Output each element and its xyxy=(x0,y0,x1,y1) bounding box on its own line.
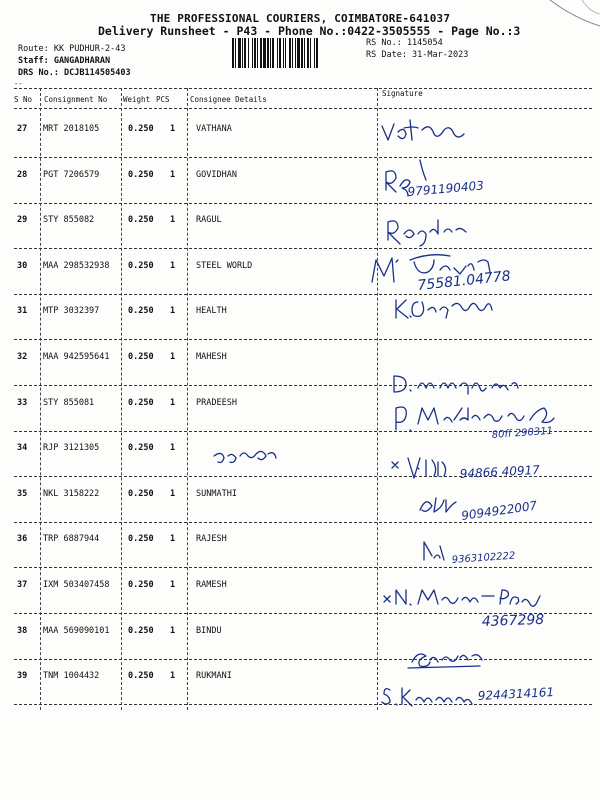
row-separator xyxy=(14,522,592,523)
cell-weight: 0.250 xyxy=(128,580,154,590)
runsheet-title: Delivery Runsheet - P43 - Phone No.:0422-3505555 - Page No.:3 xyxy=(98,24,521,38)
row-separator xyxy=(14,385,592,386)
cell-sno: 31 xyxy=(17,306,28,316)
cell-consignment: PGT 7206579 xyxy=(43,170,100,180)
cell-sno: 30 xyxy=(17,261,28,271)
cell-pcs: 1 xyxy=(170,398,176,408)
cell-pcs: 1 xyxy=(170,215,176,225)
cell-consignment: STY 855081 xyxy=(43,398,95,408)
cell-weight: 0.250 xyxy=(128,261,154,271)
table-header-rule xyxy=(14,108,592,109)
signature-row-29 xyxy=(388,220,466,246)
signature-row-31 xyxy=(396,300,492,318)
cell-weight: 0.250 xyxy=(128,671,154,681)
col-divider-pcs xyxy=(187,88,188,710)
handwritten-phone-row-33: 80ff 290311 xyxy=(491,425,554,441)
cell-consignee: MAHESH xyxy=(196,352,227,362)
cell-pcs: 1 xyxy=(170,626,176,636)
signature-row-28 xyxy=(386,160,426,196)
cell-consignment: TNM 1004432 xyxy=(43,671,100,681)
cell-consignee: PRADEESH xyxy=(196,398,237,408)
cell-consignee: SUNMATHI xyxy=(196,489,237,499)
row-separator xyxy=(14,476,592,477)
cell-weight: 0.250 xyxy=(128,443,154,453)
cell-consignment: IXM 503407458 xyxy=(43,580,110,590)
row-separator xyxy=(14,613,592,614)
row-separator xyxy=(14,294,592,295)
col-header-sno: S No xyxy=(14,95,33,104)
cell-weight: 0.250 xyxy=(128,626,154,636)
row-separator xyxy=(14,248,592,249)
cell-sno: 35 xyxy=(17,489,28,499)
cell-consignment: TRP 6887944 xyxy=(43,534,100,544)
cell-consignee: RAMESH xyxy=(196,580,227,590)
route-label: Route: KK PUDHUR-2-43 xyxy=(18,44,126,54)
cell-sno: 34 xyxy=(17,443,28,453)
row-separator xyxy=(14,659,592,660)
cell-weight: 0.250 xyxy=(128,170,154,180)
handwritten-phone-row-28: 9791190403 xyxy=(407,178,485,199)
cell-pcs: 1 xyxy=(170,580,176,590)
cell-pcs: 1 xyxy=(170,534,176,544)
cell-sno: 27 xyxy=(17,124,28,134)
barcode xyxy=(232,38,360,68)
row-separator xyxy=(14,567,592,568)
cell-consignee: GOVIDHAN xyxy=(196,170,237,180)
cell-sno: 39 xyxy=(17,671,28,681)
page-corner-curl xyxy=(544,0,600,30)
row-separator xyxy=(14,704,592,705)
cell-sno: 38 xyxy=(17,626,28,636)
cell-consignment: NKL 3158222 xyxy=(43,489,100,499)
row-separator xyxy=(14,339,592,340)
cell-consignment: MAA 569090101 xyxy=(43,626,110,636)
cell-consignee: VATHANA xyxy=(196,124,232,134)
cell-consignee: RAJESH xyxy=(196,534,227,544)
cell-consignee: RUKMANI xyxy=(196,671,232,681)
staff-label: Staff: GANGADHARAN xyxy=(18,56,111,66)
cell-sno: 33 xyxy=(17,398,28,408)
signature-row-38 xyxy=(408,654,482,668)
cell-consignment: MAA 942595641 xyxy=(43,352,110,362)
cell-sno: 36 xyxy=(17,534,28,544)
cell-weight: 0.250 xyxy=(128,306,154,316)
cell-weight: 0.250 xyxy=(128,534,154,544)
handwritten-phone-row-35: 9094922007 xyxy=(460,498,539,523)
cell-sno: 32 xyxy=(17,352,28,362)
cell-pcs: 1 xyxy=(170,352,176,362)
handwritten-phone-row-36: 9363102222 xyxy=(451,550,516,566)
cell-sno: 29 xyxy=(17,215,28,225)
cell-sno: 28 xyxy=(17,170,28,180)
signature-row-27 xyxy=(382,120,464,140)
table-top-rule xyxy=(14,88,592,89)
col-divider-consignment xyxy=(121,88,122,710)
row-separator xyxy=(14,157,592,158)
cell-consignment: MAA 298532938 xyxy=(43,261,110,271)
handwritten-phone-row-34: 94866 40917 xyxy=(459,462,541,481)
cell-pcs: 1 xyxy=(170,489,176,499)
cell-consignee: BINDU xyxy=(196,626,222,636)
col-divider-consignee xyxy=(377,88,378,710)
handwritten-phone-row-39: 9244314161 xyxy=(477,685,555,703)
cell-consignee: HEALTH xyxy=(196,306,227,316)
company-title: THE PROFESSIONAL COURIERS, COIMBATORE-641037 xyxy=(150,12,451,25)
cell-pcs: 1 xyxy=(170,671,176,681)
handwritten-phone-row-38: 4367298 xyxy=(481,611,545,630)
cell-weight: 0.250 xyxy=(128,398,154,408)
cell-pcs: 1 xyxy=(170,443,176,453)
cell-sno: 37 xyxy=(17,580,28,590)
cell-pcs: 1 xyxy=(170,170,176,180)
col-header-signature: Signature xyxy=(382,89,423,98)
rs-date: RS Date: 31-Mar-2023 xyxy=(366,50,469,60)
rs-number: RS No.: 1145054 xyxy=(366,38,443,48)
cell-consignment: STY 855082 xyxy=(43,215,95,225)
col-header-consignee: Consignee Details xyxy=(190,95,267,104)
cell-consignee: STEEL WORLD xyxy=(196,261,253,271)
cell-weight: 0.250 xyxy=(128,352,154,362)
cell-pcs: 1 xyxy=(170,124,176,134)
barcode-bar xyxy=(318,38,319,68)
signature-row-35 xyxy=(420,498,456,512)
cell-consignee: RAGUL xyxy=(196,215,222,225)
cell-pcs: 1 xyxy=(170,306,176,316)
top-dash-marker: -- xyxy=(14,80,23,88)
signature-row-30 xyxy=(372,255,490,282)
handwritten-phone-row-30: 75581.04778 xyxy=(416,268,512,294)
signature-row-33 xyxy=(396,407,554,431)
cell-consignment: MRT 2018105 xyxy=(43,124,100,134)
cell-weight: 0.250 xyxy=(128,124,154,134)
col-divider-sno xyxy=(40,88,41,710)
signature-row-37 xyxy=(384,590,540,606)
signature-row-34 xyxy=(214,451,446,478)
row-separator xyxy=(14,431,592,432)
cell-consignment: MTP 3032397 xyxy=(43,306,100,316)
row-separator xyxy=(14,203,592,204)
cell-pcs: 1 xyxy=(170,261,176,271)
col-header-consignment: Consignment No xyxy=(44,95,108,104)
drs-number: DRS No.: DCJB114505403 xyxy=(18,68,131,78)
col-header-pcs: PCS xyxy=(156,95,170,104)
cell-weight: 0.250 xyxy=(128,215,154,225)
signature-row-36 xyxy=(424,542,444,560)
col-header-weight: Weight xyxy=(123,95,151,104)
cell-weight: 0.250 xyxy=(128,489,154,499)
cell-consignment: RJP 3121305 xyxy=(43,443,100,453)
